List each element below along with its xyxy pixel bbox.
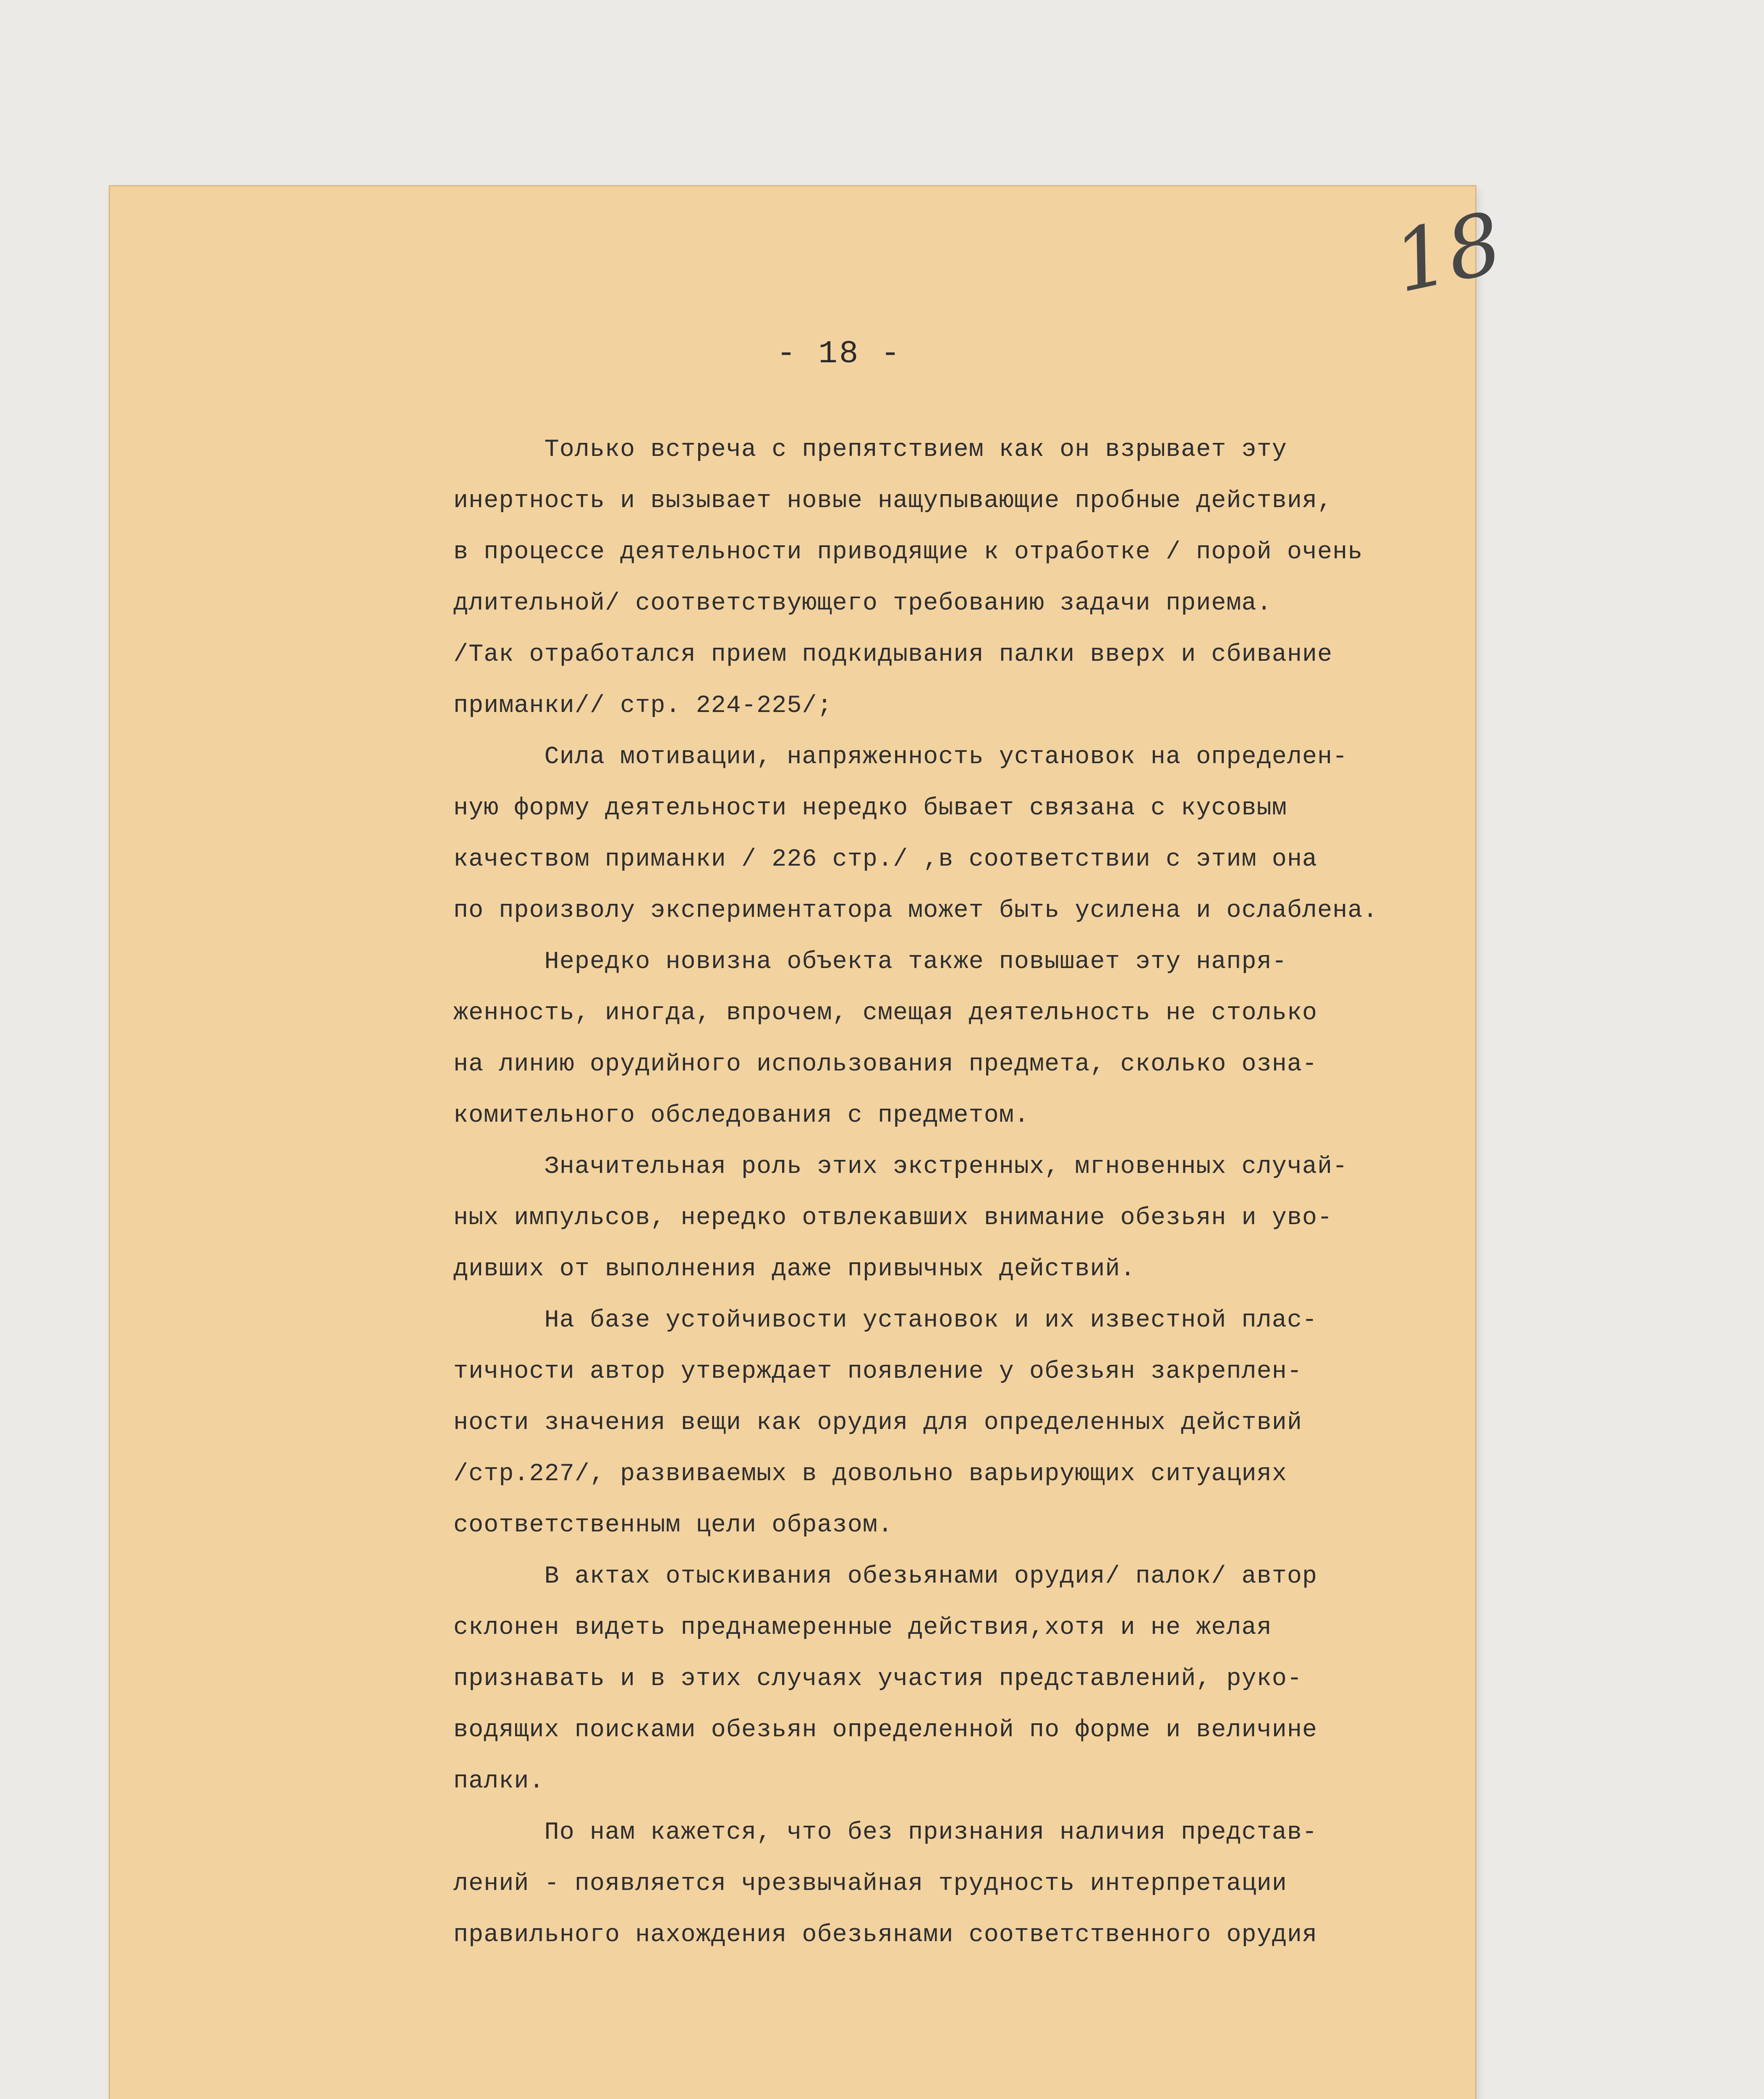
text-line: инертность и вызывает новые нащупывающие пробные действия, [453, 487, 1333, 515]
page-number: - 18 - [777, 336, 902, 372]
text-line: Сила мотивации, напряженность установок на определен- [453, 743, 1348, 771]
text-line: комительного обследования с предметом. [453, 1101, 1030, 1129]
text-line: водящих поисками обезьян определенной по форме и величине [453, 1716, 1318, 1744]
typed-body-text [453, 424, 1478, 1960]
text-line: соответственным цели образом. [453, 1511, 893, 1539]
text-line: признавать и в этих случаях участия представлений, руко- [453, 1665, 1302, 1693]
text-line: ности значения вещи как орудия для определенных действий [453, 1408, 1302, 1437]
text-line: тичности автор утверждает появление у обезьян закреплен- [453, 1357, 1302, 1385]
text-line: /Так отработался прием подкидывания палки вверх и сбивание [453, 640, 1333, 668]
text-line: в процессе деятельности приводящие к отработке / порой очень [453, 538, 1363, 566]
text-line: дивших от выполнения даже привычных действий. [453, 1255, 1136, 1283]
text-line: на линию орудийного использования предмета, сколько озна- [453, 1050, 1318, 1078]
text-line: На базе устойчивости установок и их известной плас- [453, 1306, 1318, 1334]
text-line: /стр.227/, развиваемых в довольно варьирующих ситуациях [453, 1460, 1287, 1488]
text-line: правильного нахождения обезьянами соответственного орудия [453, 1921, 1318, 1949]
text-line: Значительная роль этих экстренных, мгновенных случай- [453, 1152, 1348, 1180]
text-line: В актах отыскивания обезьянами орудия/ палок/ автор [453, 1562, 1318, 1590]
text-line: склонен видеть преднамеренные действия,хотя и не желая [453, 1613, 1272, 1641]
handwritten-folio-number: 18 [1385, 194, 1510, 312]
text-line: длительной/ соответствующего требованию задачи приема. [453, 589, 1272, 617]
text-line: Нередко новизна объекта также повышает эту напря- [453, 947, 1287, 976]
text-line: лений - появляется чрезвычайная трудность интерпретации [453, 1869, 1287, 1897]
text-line: качеством приманки / 226 стр./ ,в соответствии с этим она [453, 845, 1318, 873]
text-line: приманки// стр. 224-225/; [453, 691, 832, 720]
text-line: по произволу экспериментатора может быть усилена и ослаблена. [453, 896, 1378, 924]
text-line: ную форму деятельности нередко бывает связана с кусовым [453, 794, 1287, 822]
text-line: Только встреча с препятствием как он взрывает эту [453, 435, 1287, 463]
text-line: женность, иногда, впрочем, смещая деятельность не столько [453, 999, 1318, 1027]
text-line: По нам кажется, что без признания наличия представ- [453, 1818, 1318, 1846]
text-line: палки. [453, 1767, 544, 1795]
text-line: ных импульсов, нередко отвлекавших внимание обезьян и уво- [453, 1204, 1333, 1232]
